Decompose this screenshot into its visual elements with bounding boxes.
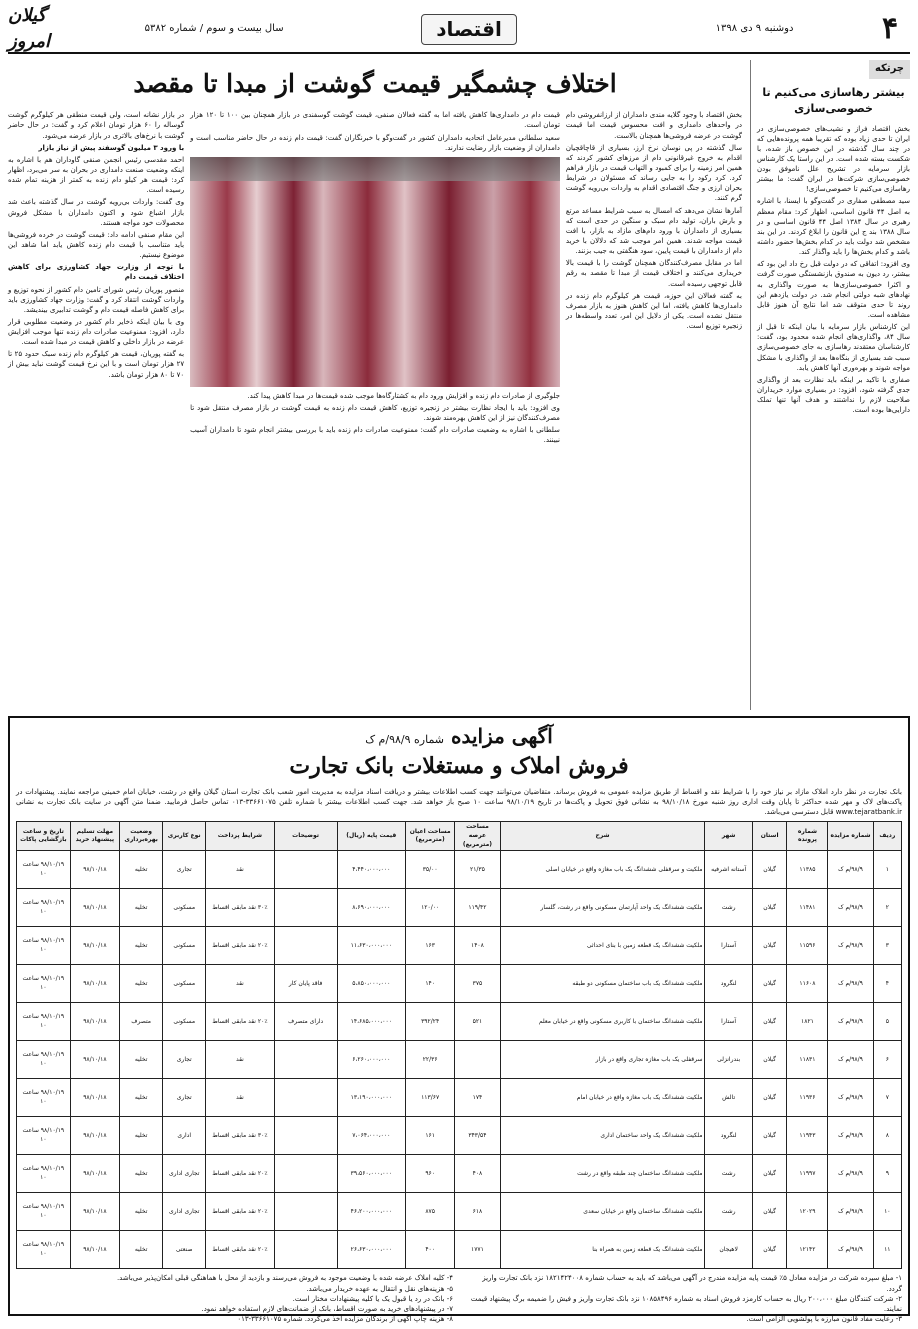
article-paragraph: این مقام صنفی ادامه داد: قیمت گوشت در خرده فروشی‌ها باید متناسب با قیمت دام زنده کاهش یابد اما شاهد این موضوع نیستیم. — [8, 230, 185, 260]
table-cell: ۵۲۱ — [455, 1003, 500, 1041]
table-row — [17, 965, 902, 1003]
article-column-1 — [566, 110, 742, 670]
table-cell: ۱۱۵۹۶ — [787, 927, 828, 965]
table-cell: ۸۷۵ — [405, 1193, 454, 1231]
ad-note: ۸- هزینه چاپ آگهی از برندگان مزایده اخذ می‌گردد. شماره ۳۳۶۶۱۰۷۵-۰۱۳ — [237, 1314, 453, 1323]
notes-right — [465, 1273, 902, 1324]
column-header: شرح — [500, 822, 705, 851]
table-cell: ۱۱،۶۳۰،۰۰۰،۰۰۰ — [337, 927, 405, 965]
table-cell — [274, 1041, 337, 1079]
ad-note: ۴- کلیه املاک عرضه شده با وضعیت موجود به فروش می‌رسند و بازدید از محل با هماهنگی قبلی امکان‌پذیر می‌باشد. — [116, 1274, 453, 1283]
table-cell: ۲۰٪ نقد مابقی اقساط — [206, 1231, 274, 1269]
article-paragraph: بخش اقتصاد با وجود گلایه‌ مندی دامداران از ارزانفروشی دام در واحدهای دامداری و افت محسوس قیمت اما قیمت گوشت در عرضه فروشی‌ها همچنان بالاست. — [565, 111, 742, 140]
article-paragraph: اما در مقابل مصرف‌کنندگان همچنان گوشت را با قیمت بالا خریداری می‌کنند و اختلاف قیمت از مبدا تا مقصد به رقم قابل توجهی رسیده است. — [565, 259, 742, 288]
article-center — [190, 110, 560, 670]
table-cell: آستارا — [705, 1003, 752, 1041]
sidebar-paragraph: این کارشناس بازار سرمایه با بیان اینکه تا قبل از سال ۸۴، واگذاری‌های انجام شده محدود بود، گفت: کارشناسان معتقدند رهاسازی به جای خصوصی‌سازی سبب شد بسیاری از بنگاه‌ها بعد از واگذاری با مشکل مواجه شوند و بهره‌وری آنها کاهش یابد. — [757, 323, 911, 372]
table-cell: ملکیت ششدانگ یک قطعه زمین با بنای احداثی — [500, 927, 705, 965]
table-cell: ۹۸/۱۰/۱۸ — [70, 889, 119, 927]
table-cell: ۷،۰۶۴،۰۰۰،۰۰۰ — [337, 1117, 405, 1155]
sidebar-paragraph: صفاری با تاکید بر اینکه باید نظارت بعد از واگذاری جدی گرفته شود، افزود: در بسیاری موارد خریداران صلاحیت لازم را نداشتند و هدف آنها تنها تملک دارایی‌ها بوده است. — [757, 375, 910, 415]
table-cell: ۱۴۰۸ — [455, 927, 500, 965]
table-cell: نقد — [206, 851, 274, 889]
article-paragraph: به گفته پوریان، قیمت هر کیلوگرم دام زنده سبک حدود ۲۵ تا ۲۷ هزار تومان است و با این نرخ قیمت گوشت نباید بیش از ۷۰ تا ۸۰ هزار تومان باشد. — [8, 350, 185, 379]
article-center-top — [190, 110, 560, 153]
column-tag: چرتکه — [869, 60, 910, 79]
table-cell: رشت — [705, 1193, 752, 1231]
table-row — [17, 1003, 902, 1041]
table-cell: ۹۸/۱۰/۱۸ — [70, 1117, 119, 1155]
table-cell: ملکیت و سرقفلی ششدانگ یک باب مغازه واقع در خیابان اصلی — [500, 851, 705, 889]
table-cell: نقد — [206, 1079, 274, 1117]
table-cell: ۲۰٪ نقد مابقی اقساط — [206, 1003, 274, 1041]
table-cell — [274, 889, 337, 927]
article-paragraph: سال گذشته در پی نوسان نرخ ارز، بسیاری از قاچاقچیان اقدام به خروج غیرقانونی دام از مرزهای کشور کردند که همین امر زمینه را برای کمبود و التهاب قیمت در بازار فراهم کرد. کرد رکود را به جایی رساند که مسئولان در شرایط بحران ارزی و جنگ اقتصادی اقدام به واردات بی‌رویه گوشت گرم کنند. — [565, 143, 742, 203]
table-cell: ملکیت ششدانگ یک باب مغازه واقع در خیابان امام — [500, 1079, 705, 1117]
table-cell: ۹۸/۹/م ک — [828, 1117, 873, 1155]
ad-notes — [16, 1273, 902, 1324]
table-cell: ملکیت ششدانگ یک باب ساختمان مسکونی دو طبقه — [500, 965, 705, 1003]
article-paragraph: به گفته فعالان این حوزه، قیمت هر کیلوگرم دام زنده در دامداری‌ها کاهش یافته، اما این کاهش هنوز به بازار مصرف منتقل نشده است. یکی از دلایل این امر، تعدد واسطه‌ها در زنجیره توزیع است. — [565, 291, 742, 331]
sidebar-title: بیشتر رهاسازی می‌کنیم تا خصوصی‌سازی — [762, 85, 905, 115]
table-cell: ۹۸/۹/م ک — [828, 927, 873, 965]
table-cell: ۴ — [873, 965, 901, 1003]
table-cell: ۱۱ — [873, 1231, 901, 1269]
column-header: شماره پرونده — [787, 822, 828, 851]
table-cell: ۹۸/۱۰/۱۸ — [70, 851, 119, 889]
table-cell: ۱۰ — [873, 1193, 901, 1231]
table-cell: ۱۱۴۸۱ — [787, 889, 828, 927]
table-cell: ملکیت ششدانگ ساختمان چند طبقه واقع در رشت — [500, 1155, 705, 1193]
table-cell: گیلان — [752, 1193, 787, 1231]
table-cell: فاقد پایان کار — [274, 965, 337, 1003]
table-cell: ۱۱۸۳۱ — [787, 1041, 828, 1079]
ad-subtitle: فروش املاک و مستغلات بانک تجارت — [289, 753, 629, 779]
article-paragraph: وی با بیان اینکه ذخایر دام کشور در وضعیت مطلوبی قرار دارد، افزود: ممنوعیت صادرات دام زنده تنها موجب افزایش عرضه در بازار داخلی و کاهش قیمت در مبدا شده است. — [8, 317, 185, 347]
ad-note: ۱- مبلغ سپرده شرکت در مزایده معادل ۵٪ قیمت پایه مزایده مندرج در آگهی می‌باشد که باید به حساب شماره ۱۸۲۱۴۲۴۰۰۸ نزد بانک تجارت واریز گردد. — [482, 1274, 902, 1293]
table-cell: نقد — [206, 1041, 274, 1079]
table-cell: ۲۰٪ نقد مابقی اقساط — [206, 1155, 274, 1193]
table-cell: ۹۸/۱۰/۱۸ — [70, 927, 119, 965]
column-header: تاریخ و ساعت بازگشایی پاکات — [17, 822, 71, 851]
column-header: مساحت عرصه (مترمربع) — [455, 822, 500, 851]
table-cell: ۹۸/۱۰/۱۸ — [70, 1003, 119, 1041]
table-cell: ۱۷۷۱ — [455, 1231, 500, 1269]
table-cell: مسکونی — [163, 927, 206, 965]
table-cell: لنگرود — [705, 1117, 752, 1155]
sidebar-paragraph: سید مصطفی صفاری در گفت‌وگو با ایسنا، با اشاره به اصل ۴۴ قانون اساسی، اظهار کرد: مقام معظم رهبری در سال ۱۳۸۴ اصل ۴۴ قانون اساسی و در سال ۱۳۸۸ بند ج این قانون را ابلاغ کردند. در این بند مشخص شد دولت باید در کدام بخش‌ها حضور داشته باشد و کدام بخش‌ها را باید واگذار کند. — [757, 197, 910, 257]
table-cell: ۹۸/۹/م ک — [828, 889, 873, 927]
article-column-3 — [8, 110, 184, 670]
table-cell: ۲۲/۳۶ — [405, 1041, 454, 1079]
column-header: قیمت پایه (ریال) — [337, 822, 405, 851]
article-center-bottom — [190, 391, 560, 446]
table-cell: متصرف — [120, 1003, 163, 1041]
table-cell: ۹۸/۹/م ک — [828, 1231, 873, 1269]
table-cell: سرقفلی یک باب مغازه تجاری واقع در بازار — [500, 1041, 705, 1079]
table-cell: رشت — [705, 1155, 752, 1193]
table-cell — [274, 1079, 337, 1117]
ad-note: ۶- بانک در رد یا قبول یک یا کلیه پیشنهادات مختار است. — [292, 1294, 453, 1303]
table-cell: ۴۶،۲۰۰،۰۰۰،۰۰۰ — [337, 1193, 405, 1231]
table-cell: دارای متصرف — [274, 1003, 337, 1041]
ad-number: شماره ۹۸/۹/م ک — [365, 733, 445, 746]
auction-table — [16, 821, 902, 1269]
column-header: وضعیت بهره‌برداری — [120, 822, 163, 851]
table-cell: گیلان — [752, 1231, 787, 1269]
table-cell: مسکونی — [163, 889, 206, 927]
table-cell: گیلان — [752, 1117, 787, 1155]
table-cell: ۳۹،۵۶۰،۰۰۰،۰۰۰ — [337, 1155, 405, 1193]
column-header: توضیحات — [274, 822, 337, 851]
article-paragraph: قیمت دام در دامداری‌ها کاهش یافته اما به گفته فعالان صنفی، قیمت گوشت گوسفندی در بازار همچنان بین ۱۰۰ تا ۱۲۰ هزار تومان است. — [190, 111, 560, 130]
table-cell: ۹۸/۹/م ک — [828, 965, 873, 1003]
column-header: نوع کاربری — [163, 822, 206, 851]
article-paragraph: در بازار نشانه است، ولی قیمت منطقی هر کیلوگرم گوشت گوساله را ۶۰ هزار تومان اعلام کرد و گفت: در حال حاضر گوشت با نرخ‌های بالاتری در بازار عرضه می‌شود. — [8, 111, 185, 140]
table-cell: ۱۱۳۸۵ — [787, 851, 828, 889]
table-cell: ۱۲۱۴۲ — [787, 1231, 828, 1269]
table-cell: ملکیت ششدانگ یک واحد ساختمان اداری — [500, 1117, 705, 1155]
photo-hooks — [190, 157, 560, 181]
table-cell: ۱۲۰/۰۰ — [405, 889, 454, 927]
issue-date: دوشنبه ۹ دی ۱۳۹۸ — [715, 22, 794, 34]
table-cell: ملکیت ششدانگ یک قطعه زمین به همراه بنا — [500, 1231, 705, 1269]
table-cell: اداری — [163, 1117, 206, 1155]
table-cell: ۱۴۰ — [405, 965, 454, 1003]
table-cell: ۹۸/۱۰/۱۹ ساعت ۱۰ — [17, 927, 71, 965]
article-subhead: با توجه از وزارت جهاد کشاورزی برای کاهش اختلاف قیمت دام — [8, 263, 185, 282]
table-cell: ۹۸/۱۰/۱۸ — [70, 1079, 119, 1117]
column-header: شرایط پرداخت — [206, 822, 274, 851]
table-cell — [274, 851, 337, 889]
table-cell: ۹۸/۹/م ک — [828, 1041, 873, 1079]
table-cell: ۳ — [873, 927, 901, 965]
table-cell: آستانه اشرفیه — [705, 851, 752, 889]
ad-title: آگهی مزایده — [450, 724, 553, 748]
article-paragraph: سعید سلطانی مدیرعامل اتحادیه دامداران کشور در گفت‌وگو با خبرنگاران گفت: قیمت دام زنده در حال حاضر مناسب است و دامداران از وضعیت بازار رضایت ندارند. — [190, 133, 560, 152]
table-cell: ۱۷۴ — [455, 1079, 500, 1117]
newspaper-logo: گیلان امروز — [8, 4, 50, 52]
table-cell: ۱۱۳/۶۷ — [405, 1079, 454, 1117]
sidebar-paragraph: بخش اقتصاد فراز و نشیب‌های خصوصی‌سازی در ایران تا حدی زیاد بوده که تقریبا همه پرونده‌هایی که در چند سال گذشته در این خصوص باز شده، با شکست بسته شده است. در این راستا یک کارشناس بازار سرمایه در تشریح علل ناموفق بودن خصوصی‌سازی شرکت‌ها در ایران گفت: ما بیشتر رهاسازی می‌کنیم تا خصوصی‌سازی! — [757, 124, 910, 194]
table-cell: آستارا — [705, 927, 752, 965]
table-cell: تخلیه — [120, 1231, 163, 1269]
table-cell: لنگرود — [705, 965, 752, 1003]
column-header: مساحت اعیان (مترمربع) — [405, 822, 454, 851]
table-cell: گیلان — [752, 1041, 787, 1079]
table-cell: گیلان — [752, 1155, 787, 1193]
table-cell: ۴،۴۴۰،۰۰۰،۰۰۰ — [337, 851, 405, 889]
table-cell: ۹۸/۱۰/۱۸ — [70, 965, 119, 1003]
table-cell: ۱۱۶۰۸ — [787, 965, 828, 1003]
table-cell: تخلیه — [120, 889, 163, 927]
table-cell: تجاری — [163, 851, 206, 889]
table-cell: تخلیه — [120, 927, 163, 965]
ad-note: ۲- شرکت کنندگان مبلغ ۲۰۰،۰۰۰ ریال به حساب کارمزد فروش اسناد به شماره ۱۰۸۵۸۴۹۶ نزد بانک تجارت واریز و فیش را ضمیمه برگ پیشنهاد قیمت نمایند. — [470, 1294, 902, 1313]
table-cell: ۴۰۸ — [455, 1155, 500, 1193]
article-paragraph: منصور پوریان رئیس شورای تامین دام کشور از نحوه توزیع و واردات گوشت انتقاد کرد و گفت: وزارت جهاد کشاورزی باید برای کاهش فاصله قیمت دام و گوشت تدابیری بیندیشد. — [8, 285, 185, 314]
table-cell: ۲۶،۶۳۰،۰۰۰،۰۰۰ — [337, 1231, 405, 1269]
table-cell: ۹۸/۱۰/۱۸ — [70, 1193, 119, 1231]
table-cell: تخلیه — [120, 1155, 163, 1193]
table-row — [17, 927, 902, 965]
table-cell: ۵،۸۵۰،۰۰۰،۰۰۰ — [337, 965, 405, 1003]
table-cell: رشت — [705, 889, 752, 927]
article-paragraph: سلطانی با اشاره به وضعیت صادرات دام گفت: ممنوعیت صادرات دام زنده باید با بررسی بیشتر انجام شود تا دامداران آسیب نبینند. — [190, 426, 560, 445]
table-cell — [274, 1155, 337, 1193]
table-cell: تجاری اداری — [163, 1155, 206, 1193]
table-cell: ۹۸/۱۰/۱۹ ساعت ۱۰ — [17, 1003, 71, 1041]
page-header — [8, 6, 910, 54]
meat-photo — [190, 157, 560, 387]
table-cell: ۵ — [873, 1003, 901, 1041]
table-cell: بندرانزلی — [705, 1041, 752, 1079]
article-subhead: با ورود ۳ میلیون گوسفند پیش از نیاز بازار — [38, 143, 185, 152]
ad-note: ۳- رعایت مفاد قانون مبارزه با پولشویی الزامی است. — [746, 1314, 902, 1323]
table-cell: تجاری — [163, 1079, 206, 1117]
article-columns — [8, 110, 742, 670]
table-cell: گیلان — [752, 1003, 787, 1041]
table-row — [17, 1079, 902, 1117]
table-cell: ۴۰۰ — [405, 1231, 454, 1269]
table-header-row — [17, 822, 902, 851]
table-cell: ۲ — [873, 889, 901, 927]
table-cell: ۹۸/۱۰/۱۹ ساعت ۱۰ — [17, 1193, 71, 1231]
sidebar-paragraph: وی افزود: اتفاقی که در دولت قبل رخ داد این بود که بیشتر، رد دیون به صندوق بازنشستگی صورت گرفت و اکثرا خصوصی‌سازی‌ها به صورت واگذاری به نهادهای شبه دولتی انجام شد. در دولت یازدهم این روند تا حدی متوقف شد اما نتایج آن هنوز قابل مشاهده است. — [757, 260, 910, 320]
table-cell: ۹ — [873, 1155, 901, 1193]
sidebar-body — [757, 124, 910, 416]
table-cell: گیلان — [752, 927, 787, 965]
table-cell: ۳۵/۰۰ — [405, 851, 454, 889]
table-cell: ملکیت ششدانگ ساختمان واقع در خیابان سعدی — [500, 1193, 705, 1231]
table-cell: ۹۸/۱۰/۱۸ — [70, 1155, 119, 1193]
table-cell: ۳۰٪ نقد مابقی اقساط — [206, 1117, 274, 1155]
notes-left — [16, 1273, 453, 1324]
table-cell: ۹۸/۹/م ک — [828, 1079, 873, 1117]
table-cell: ۲۰٪ نقد مابقی اقساط — [206, 927, 274, 965]
table-cell: ۹۸/۹/م ک — [828, 1003, 873, 1041]
table-cell — [274, 927, 337, 965]
table-cell: تخلیه — [120, 1117, 163, 1155]
column-header: ردیف — [873, 822, 901, 851]
column-header: مهلت تسلیم پیشنهاد خرید — [70, 822, 119, 851]
table-cell: ۱۳،۱۹۰،۰۰۰،۰۰۰ — [337, 1079, 405, 1117]
table-cell: ۹۸/۱۰/۱۹ ساعت ۱۰ — [17, 965, 71, 1003]
table-cell — [274, 1193, 337, 1231]
table-cell — [274, 1117, 337, 1155]
table-cell: ۹۸/۱۰/۱۹ ساعت ۱۰ — [17, 1117, 71, 1155]
table-cell: ۹۸/۹/م ک — [828, 1193, 873, 1231]
table-row — [17, 1231, 902, 1269]
table-cell: تخلیه — [120, 1193, 163, 1231]
sidebar-column — [750, 60, 910, 710]
table-cell: گیلان — [752, 965, 787, 1003]
table-row — [17, 1193, 902, 1231]
table-cell: لاهیجان — [705, 1231, 752, 1269]
table-cell: تخلیه — [120, 851, 163, 889]
table-row — [17, 1041, 902, 1079]
issue-number: سال بیست و سوم / شماره ۵۳۸۲ — [144, 22, 284, 34]
table-cell: ۱۱۹۳۶ — [787, 1079, 828, 1117]
article-paragraph: وی افزود: باید با ایجاد نظارت بیشتر در زنجیره توزیع، کاهش قیمت دام زنده به قیمت گوشت در بازار مصرف منتقل شود تا مصرف‌کنندگان نیز از این کاهش بهره‌مند شوند. — [190, 403, 560, 423]
table-cell: گیلان — [752, 889, 787, 927]
table-cell: ۹۸/۱۰/۱۹ ساعت ۱۰ — [17, 1155, 71, 1193]
table-cell: ۱۶۱ — [405, 1117, 454, 1155]
table-cell: ۶ — [873, 1041, 901, 1079]
table-cell: ۲۰٪ نقد مابقی اقساط — [206, 1193, 274, 1231]
table-cell: ۸،۶۹۰،۰۰۰،۰۰۰ — [337, 889, 405, 927]
table-cell: ۱۴،۶۸۵،۰۰۰،۰۰۰ — [337, 1003, 405, 1041]
table-cell: ۹۸/۱۰/۱۹ ساعت ۱۰ — [17, 851, 71, 889]
table-cell: ۳۷۵ — [455, 965, 500, 1003]
table-cell: ۹۸/۹/م ک — [828, 1155, 873, 1193]
table-cell: ۳۰٪ نقد مابقی اقساط — [206, 889, 274, 927]
column-header: شهر — [705, 822, 752, 851]
table-cell: ۱۸۲۱ — [787, 1003, 828, 1041]
table-cell: تجاری — [163, 1041, 206, 1079]
table-cell: تخلیه — [120, 965, 163, 1003]
table-cell — [455, 1041, 500, 1079]
table-cell: گیلان — [752, 1079, 787, 1117]
column-header: شماره مزایده — [828, 822, 873, 851]
table-cell: مسکونی — [163, 965, 206, 1003]
table-cell: ۸ — [873, 1117, 901, 1155]
table-cell: ۲۱/۳۵ — [455, 851, 500, 889]
table-row — [17, 1117, 902, 1155]
table-cell: گیلان — [752, 851, 787, 889]
table-cell: ۱۶۳ — [405, 927, 454, 965]
table-cell: تالش — [705, 1079, 752, 1117]
table-cell: مسکونی — [163, 1003, 206, 1041]
table-cell: تخلیه — [120, 1079, 163, 1117]
table-cell: تخلیه — [120, 1041, 163, 1079]
ad-intro: بانک تجارت در نظر دارد املاک مازاد بر نیاز خود را با شرایط نقد و اقساط از طریق مزایده عمومی به فروش برساند. متقاضیان می‌توانند جهت کسب اطلاعات بیشتر و دریافت اسناد مزایده به مدیریت امور شعب بانک تجارت استان گیلان واقع در رشت، خیابان امام خمینی مراجعه نمایند. پیشنهادات در پاکت‌های لاک و مهر شده حداکثر تا پایان وقت اداری روز شنبه مورخ ۹۸/۱۰/۱۸ به نشانی فوق تحویل و پاکت‌ها در تاریخ ۹۸/۱۰/۱۹ ساعت ۱۰ صبح باز خواهد شد. جهت کسب اطلاعات بیشتر با شماره تلفن ۳۳۶۶۱۰۷۵-۰۱۳ تماس حاصل فرمایید. ضمنا متن آگهی در سایت بانک تجارت به نشانی www.tejaratbank.ir قابل دسترسی می‌باشد. — [16, 787, 902, 817]
ad-title-line — [16, 722, 902, 751]
auction-table-body — [17, 851, 902, 1269]
table-cell: ۱۱۹۴۳ — [787, 1117, 828, 1155]
table-cell — [274, 1231, 337, 1269]
ad-note: ۷- در پیشنهادهای خرید به صورت اقساط، بانک از ضمانت‌های لازم استفاده خواهد نمود. — [201, 1304, 453, 1313]
page-number: ۴ — [881, 11, 899, 47]
article-paragraph: وی گفت: واردات بی‌رویه گوشت در سال گذشته باعث شد بازار اشباع شود و اکنون دامداران با مشکل فروش محصولات خود مواجه هستند. — [8, 198, 185, 227]
table-cell: ملکیت ششدانگ یک واحد آپارتمان مسکونی واقع در رشت، گلسار — [500, 889, 705, 927]
main-article — [8, 60, 750, 710]
table-cell: ۶،۲۶۰،۰۰۰،۰۰۰ — [337, 1041, 405, 1079]
article-headline: اختلاف چشمگیر قیمت گوشت از مبدا تا مقصد — [133, 69, 617, 98]
ad-note: ۵- هزینه‌های نقل و انتقال به عهده خریدار می‌باشد. — [306, 1284, 453, 1293]
table-cell: ۹۸/۱۰/۱۸ — [70, 1041, 119, 1079]
column-header: استان — [752, 822, 787, 851]
table-cell: ۷ — [873, 1079, 901, 1117]
table-cell: ۹۸/۱۰/۱۹ ساعت ۱۰ — [17, 1079, 71, 1117]
table-cell: ۹۸/۹/م ک — [828, 851, 873, 889]
table-cell: ۹۸/۱۰/۱۹ ساعت ۱۰ — [17, 1231, 71, 1269]
article-paragraph: احمد مقدسی رئیس انجمن صنفی گاوداران هم با اشاره به اینکه وضعیت صنعت دامداری در بحران به سر می‌برد، اظهار کرد: قیمت هر کیلو دام زنده به کمتر از هزینه تمام شده رسیده است. — [8, 155, 185, 195]
table-cell: ۹۸/۱۰/۱۸ — [70, 1231, 119, 1269]
table-row — [17, 851, 902, 889]
table-cell: ۱ — [873, 851, 901, 889]
article-paragraph: آمارها نشان می‌دهد که امسال به سبب شرایط مساعد مرتع و بارش باران، تولید دام سبک و سنگین در حدی است که بسیاری از دامداران با ورود دام‌های مازاد به بازار، با افت قیمت مواجه شدند. همین امر موجب شد که دلالان با خرید دام از دامداران با قیمت پایین، سود هنگفتی به جیب بزنند. — [565, 206, 742, 256]
table-cell: تجاری اداری — [163, 1193, 206, 1231]
table-cell: نقد — [206, 965, 274, 1003]
table-cell: صنعتی — [163, 1231, 206, 1269]
table-cell: ۳۹۲/۲۴ — [405, 1003, 454, 1041]
table-cell: ۹۶۰ — [405, 1155, 454, 1193]
table-cell: ۱۲۰۲۹ — [787, 1193, 828, 1231]
table-cell: ملکیت ششدانگ ساختمان با کاربری مسکونی واقع در خیابان معلم — [500, 1003, 705, 1041]
table-row — [17, 889, 902, 927]
article-paragraph: جلوگیری از صادرات دام زنده و افزایش ورود دام به کشتارگاه‌ها موجب شده قیمت‌ها در مبدا کاهش پیدا کند. — [247, 391, 560, 400]
top-section — [8, 60, 910, 710]
auction-advertisement — [8, 716, 910, 1323]
table-cell: ۱۱۹/۴۲ — [455, 889, 500, 927]
table-cell: ۱۱۹۹۷ — [787, 1155, 828, 1193]
table-row — [17, 1155, 902, 1193]
table-cell: ۹۸/۱۰/۱۹ ساعت ۱۰ — [17, 1041, 71, 1079]
section-title: اقتصاد — [421, 14, 517, 45]
table-cell: ۶۱۸ — [455, 1193, 500, 1231]
table-cell: ۹۸/۱۰/۱۹ ساعت ۱۰ — [17, 889, 71, 927]
table-cell: ۳۴۳/۵۴ — [455, 1117, 500, 1155]
